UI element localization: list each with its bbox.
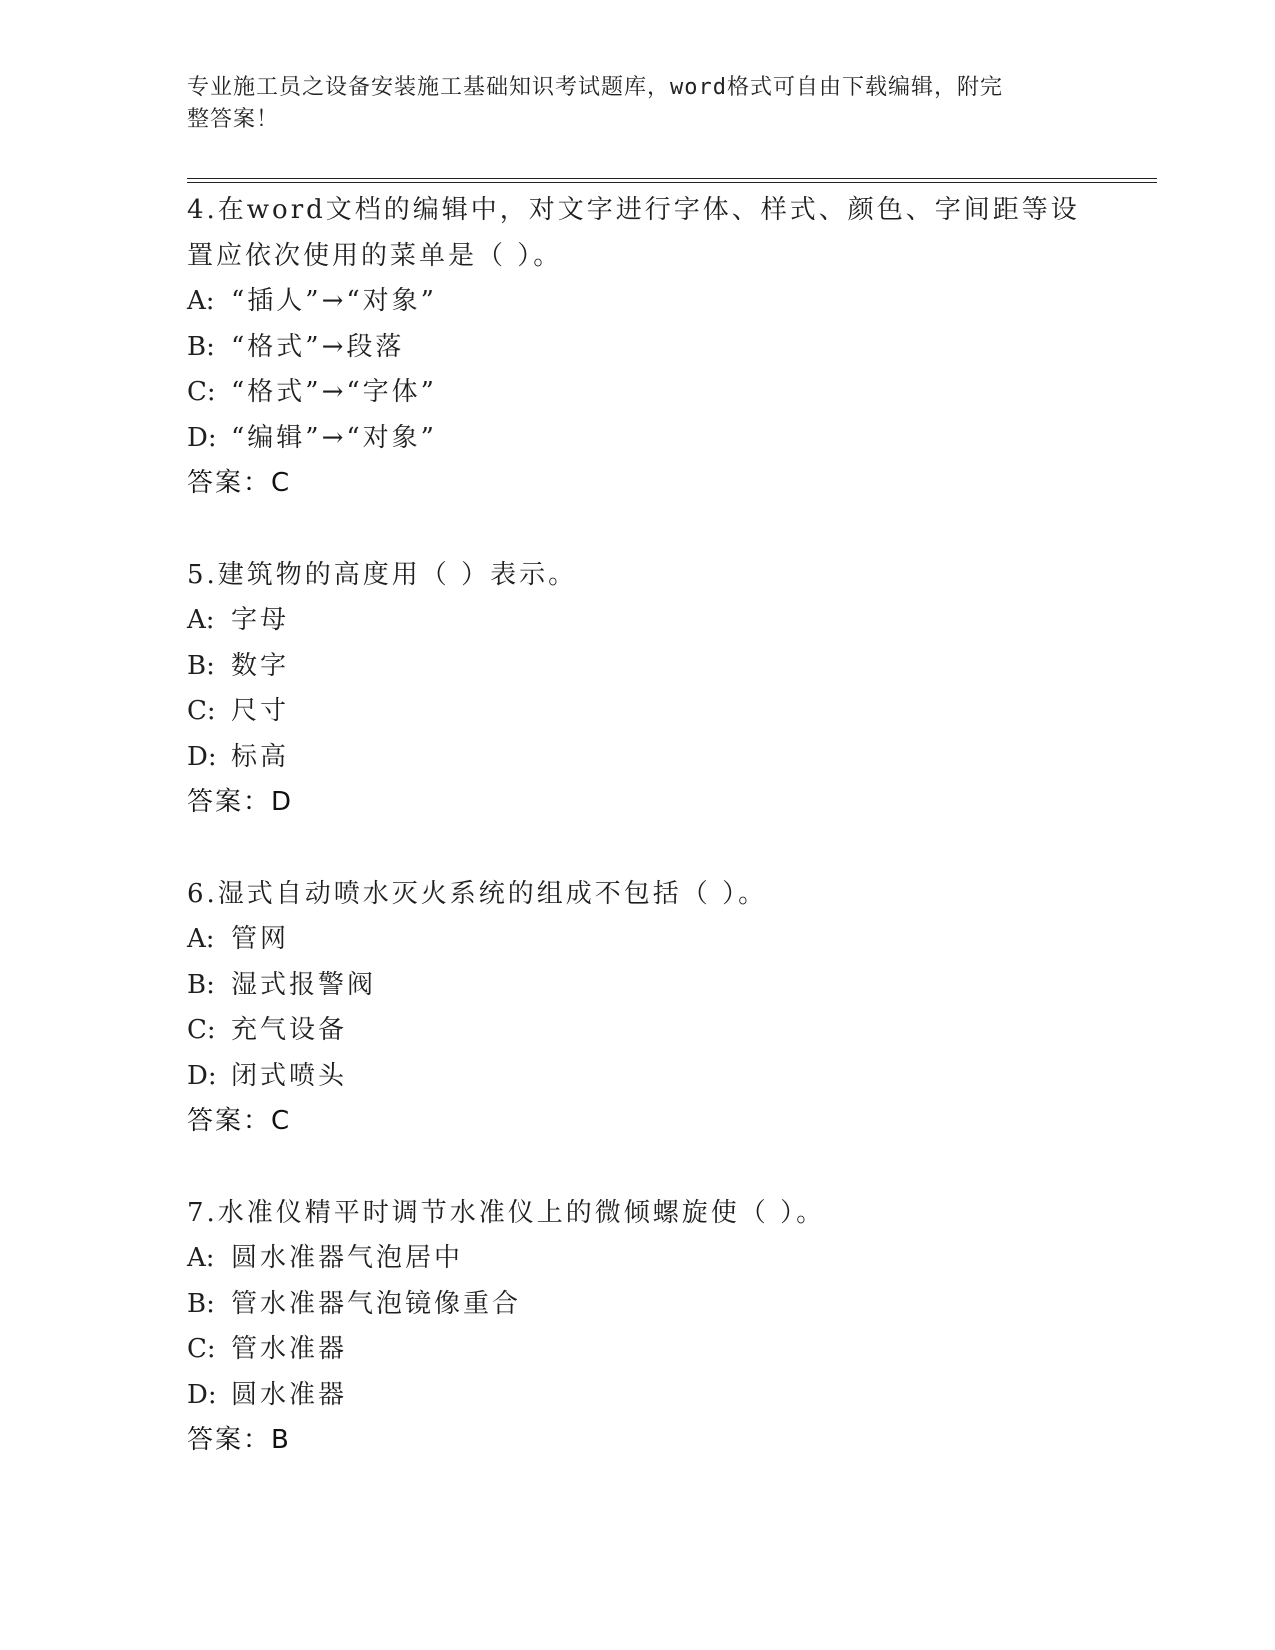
option-d bbox=[187, 1373, 1157, 1419]
header-line-1: 专业施工员之设备安装施工基础知识考试题库，word格式可自由下载编辑，附完 bbox=[187, 75, 1003, 100]
option-c bbox=[187, 689, 1157, 735]
option-letter: B: bbox=[187, 650, 215, 681]
option-letter: D: bbox=[187, 1060, 217, 1091]
option-b bbox=[187, 1282, 1157, 1328]
option-letter: B: bbox=[187, 331, 215, 362]
question-4 bbox=[187, 188, 1157, 507]
header-line-2: 整答案！ bbox=[187, 107, 280, 132]
question-list bbox=[187, 188, 1157, 1510]
option-b bbox=[187, 644, 1157, 690]
option-text: 数字 bbox=[231, 650, 290, 681]
question-5 bbox=[187, 553, 1157, 826]
option-c bbox=[187, 1008, 1157, 1054]
option-letter: B: bbox=[187, 1288, 215, 1319]
option-c bbox=[187, 1327, 1157, 1373]
option-letter: C: bbox=[187, 377, 216, 407]
option-text: 充气设备 bbox=[231, 1015, 348, 1045]
option-text: “编辑”→“对象” bbox=[231, 422, 437, 453]
option-text: “格式”→“字体” bbox=[231, 377, 437, 407]
option-text: 尺寸 bbox=[231, 696, 290, 726]
option-letter: A: bbox=[187, 924, 215, 954]
option-text: 管网 bbox=[231, 924, 290, 954]
option-letter: C: bbox=[187, 1015, 216, 1045]
option-a bbox=[187, 598, 1157, 644]
option-text: 管水准器 bbox=[231, 1334, 348, 1364]
option-text: 闭式喷头 bbox=[231, 1060, 348, 1091]
option-letter: B: bbox=[187, 969, 215, 1000]
question-text-line-1: 4.在word文档的编辑中，对文字进行字体、样式、颜色、字间距等设 bbox=[187, 195, 1080, 225]
answer: 答案：D bbox=[187, 787, 294, 817]
option-letter: D: bbox=[187, 1379, 217, 1410]
option-letter: A: bbox=[187, 286, 215, 316]
question-text: 6.湿式自动喷水灭火系统的组成不包括（ ）。 bbox=[187, 878, 768, 909]
option-text: “格式”→段落 bbox=[231, 331, 405, 362]
option-text: 管水准器气泡镜像重合 bbox=[231, 1288, 522, 1319]
question-6 bbox=[187, 872, 1157, 1145]
option-letter: C: bbox=[187, 696, 216, 726]
option-letter: D: bbox=[187, 741, 217, 772]
option-c bbox=[187, 370, 1157, 416]
option-text: 圆水准器 bbox=[231, 1379, 348, 1410]
option-d bbox=[187, 1054, 1157, 1100]
option-text: 湿式报警阀 bbox=[231, 969, 377, 1000]
option-text: 圆水准器气泡居中 bbox=[231, 1243, 464, 1273]
option-a bbox=[187, 917, 1157, 963]
question-7 bbox=[187, 1191, 1157, 1464]
option-d bbox=[187, 416, 1157, 462]
document-page bbox=[187, 0, 1157, 1650]
answer: 答案：B bbox=[187, 1425, 291, 1455]
option-a bbox=[187, 279, 1157, 325]
option-a bbox=[187, 1236, 1157, 1282]
question-text-line-2: 置应依次使用的菜单是（ ）。 bbox=[187, 240, 563, 271]
question-text bbox=[187, 188, 1087, 279]
option-letter: C: bbox=[187, 1334, 216, 1364]
option-letter: A: bbox=[187, 1243, 215, 1273]
option-b bbox=[187, 325, 1157, 371]
answer: 答案：C bbox=[187, 468, 292, 498]
header-divider bbox=[187, 178, 1157, 183]
option-letter: D: bbox=[187, 422, 217, 453]
question-text: 5.建筑物的高度用（ ）表示。 bbox=[187, 559, 578, 590]
option-b bbox=[187, 963, 1157, 1009]
option-text: “插人”→“对象” bbox=[231, 286, 437, 316]
answer: 答案：C bbox=[187, 1106, 292, 1136]
question-text: 7.水准仪精平时调节水准仪上的微倾螺旋使（ ）。 bbox=[187, 1197, 826, 1228]
option-d bbox=[187, 735, 1157, 781]
document-header bbox=[187, 72, 1067, 136]
option-letter: A: bbox=[187, 605, 215, 635]
option-text: 字母 bbox=[231, 605, 290, 635]
option-text: 标高 bbox=[231, 741, 290, 772]
